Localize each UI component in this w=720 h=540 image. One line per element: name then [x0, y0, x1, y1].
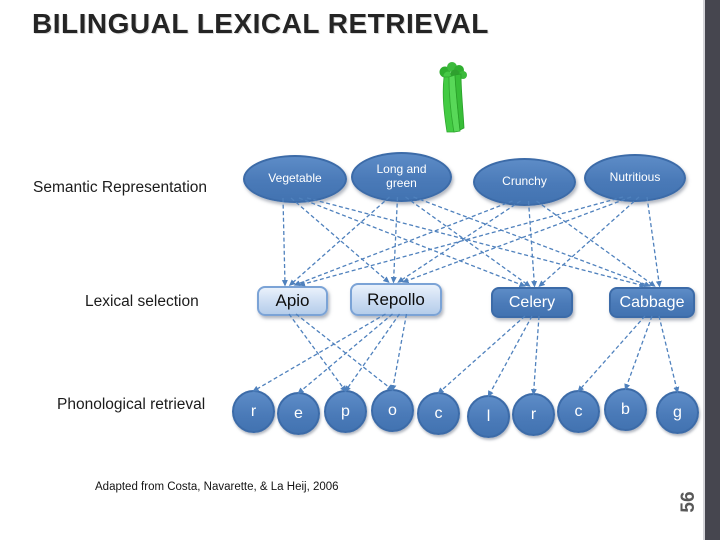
lexical-node-cabbage: Cabbage — [609, 287, 695, 318]
phoneme-node-r1: r — [232, 390, 275, 433]
level-label-lexical: Lexical selection — [85, 293, 199, 310]
slide-page-number: 56 — [678, 491, 699, 513]
semantic-node-long-and-green: Long and green — [351, 152, 452, 202]
semantic-node-nutritious: Nutritious — [584, 154, 686, 202]
phoneme-node-r2: r — [512, 393, 555, 436]
lexical-node-celery: Celery — [491, 287, 573, 318]
right-accent-bar — [703, 0, 720, 540]
phoneme-node-c1: c — [417, 392, 460, 435]
lexical-node-apio: Apio — [257, 286, 328, 316]
credit-text: Adapted from Costa, Navarette, & La Heij, 2006 — [95, 481, 339, 493]
phoneme-node-c2: c — [557, 390, 600, 433]
phoneme-node-b: b — [604, 388, 647, 431]
phoneme-node-p: p — [324, 390, 367, 433]
level-label-semantic: Semantic Representation — [33, 179, 208, 196]
celery-icon — [434, 61, 472, 137]
semantic-node-vegetable: Vegetable — [243, 155, 347, 203]
phoneme-node-g: g — [656, 391, 699, 434]
slide-title: BILINGUAL LEXICAL RETRIEVAL — [32, 8, 489, 39]
phoneme-node-l: l — [467, 395, 510, 438]
phoneme-node-e: e — [277, 392, 320, 435]
phoneme-node-o: o — [371, 389, 414, 432]
lexical-node-repollo: Repollo — [350, 283, 442, 316]
level-label-phonological: Phonological retrieval — [57, 396, 206, 413]
semantic-node-crunchy: Crunchy — [473, 158, 576, 206]
